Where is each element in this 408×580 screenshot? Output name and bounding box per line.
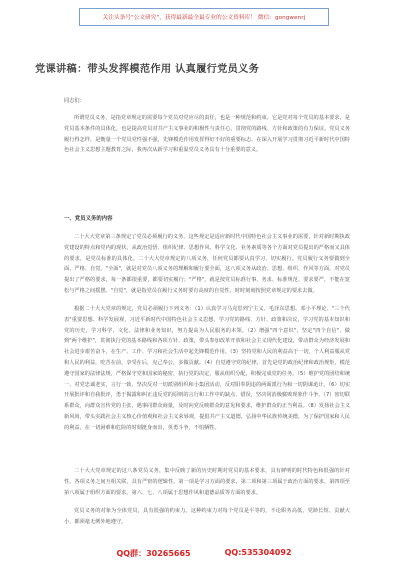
document-title: 党课讲稿：带头发挥模范作用 认真履行党员义务 — [35, 64, 260, 75]
paragraph-obligations-list: 根据二十大大党章的规定，党员必须履行下列义务：（1）认真学习马克思列宁主义、毛泽东思想、邓小平理论、"三个代表"重要思想、科学发展观，习近平新时代中国特色社会主义思想，学习党的路线、方针、政策和决议，学习党的基本知识和党的历史，学习科学、文化、法律和业务知识，努力提高为人民服务的本领。（2）增强"四个意识"，坚定"四个自信"，做到"两个维护"，贯彻执行党的基本路线和各项方针、政策，带头参加改革开放和社会主义现代化建设，带动群众为经济发展和社会进步艰苦奋斗，在生产、工作、学习和社会生活中起先锋模范作用。（3）坚持党和人民的利益高于一切，个人利益服从党和人民的利益，吃苦在前，享受在后，克己奉公，多做贡献。（4）自觉遵守党的纪律，首先是党的政治纪律和政治规矩，模范遵守国家的法律法规，严格保守党和国家的秘密，执行党的决定，服从组织分配，积极完成党的任务。（5）维护党的团结和统一，对党忠诚老实，言行一致，坚决反对一切派别组织和小集团活动，反对阳奉阴违的两面派行为和一切阴谋诡计。（6）切实开展批评和自我批评，勇于揭露和纠正违反党的原则的言行和工作中的缺点、错误，坚决同消极腐败现象作斗争。（7）密切联系群众，向群众宣传党的主张，遇事同群众商量，及时向党反映群众的意见和要求，维护群众的正当利益。（8）发扬社会主义新风尚，带头实践社会主义核心价值观和社会主义荣辱观，提倡共产主义道德，弘扬中华民族传统美德，为了保护国家和人民的利益，在一切困难和危险的时刻挺身而出，英勇斗争，不怕牺牲。 — [64, 306, 351, 431]
paragraph-obligations: 二十大大党章第三条规定了党员必须履行的义务。这些规定是适应新时代中国特色社会主义事业的需要，针对新时期执政党建设的特点和党内的现状，从政治觉悟、组织纪律、思想作风、科学文化、业务素质等各个方面对党员提出的严格而又具体的要求，是党员标准的具体化。二十大大党章规定的八项义务，任何党员都要认真学习、切实履行。党员履行义务要做到全面、严格、自觉。"全面"，就是对党员八项义务的理解和履行要全面，这八项义务从政治、思想、组织、作风等方面，对党员提出了严格的要求，每一条都很重要，都要切实履行；"严格"，就是按党员标准行事，务求、标准规范、要求要严，不能在宽松与严格之间摇摆。"自觉"，就是指党员在履行义务时要有高度的自觉性，时时刻刻按照党章规定的要求去做。 — [64, 234, 350, 294]
promo-banner — [79, 8, 329, 26]
salutation: 同志们： — [64, 98, 85, 104]
promo-banner-text: 关注头条号"公文研究"，获得最新最全最专业的公文资料库！ 微信：gongwenrj — [102, 15, 306, 21]
qq-text: QQ:535304092 — [224, 548, 292, 557]
qq-group-text: QQ群：30265665 — [116, 549, 191, 558]
paragraph-intro: 所谓党员义务，是指党章规定的需要每个党员对党应尽的责任，也是一种规范和约束。它是党对每个党员的基本要求，是党员基本条件的具体化，也是提高党员对共产主义事业的积极性与责任心，贯彻党的路线、方针和政策的有力保证。党员义务履行得怎样，是衡量一个党员党性强不强，先锋模范作用发挥得好不好的重要标志。在深入开展学习贯彻习近平新时代中国特色社会主义思想主题教育之际，我再次从新学习和重温党员义务具有十分重要的意义。 — [64, 115, 350, 154]
paragraph-scope: 党员义务的对象为全体党员，具有很强的约束力。这种约束力对每个党员是平等的，不论职务高低、党龄长短、贡献大小，都须毫无例外地遵守。 — [64, 508, 350, 525]
section-heading: 一、党员义务的内容 — [64, 216, 113, 222]
paragraph-summary: 二十大大党章规定的这八条党员义务，集中反映了新的历史时期对党员的基本要求，具有鲜明的时代特色和很强的针对性。各项义务之间互相关联，具有严密的逻辑性。第一项是学习方面的要求，第二项和第三项属于政治方面的要求，第四项至第八项属于组织方面的要求。第六、七、八项属于思想作风和道德品质等方面的要求。 — [64, 468, 350, 496]
footer-contacts — [0, 548, 408, 559]
